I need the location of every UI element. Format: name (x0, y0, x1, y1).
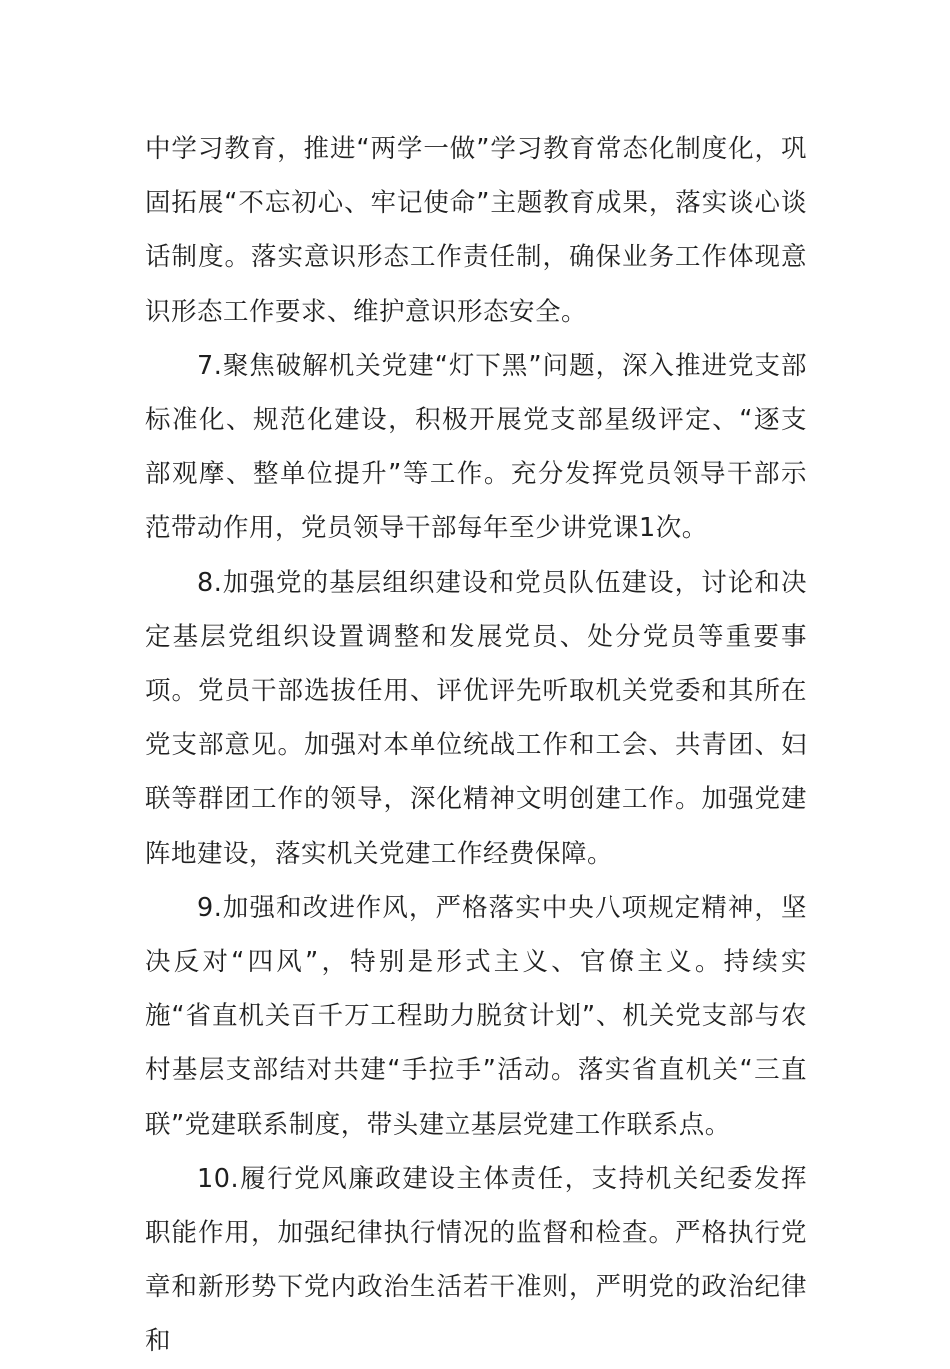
paragraph-item-8: 8.加强党的基层组织建设和党员队伍建设，讨论和决定基层党组织设置调整和发展党员、处分党员等重要事项。党员干部选拔任用、评优评先听取机关党委和其所在党支部意见。加强对本单位统战工作和工会、共青团、妇联等群团工作的领导，深化精神文明创建工作。加强党建阵地建设，落实机关党建工作经费保障。 (145, 567, 807, 869)
paragraph-continued: 中学习教育，推进“两学一做”学习教育常态化制度化，巩固拓展“不忘初心、牢记使命”主题教育成果，落实谈心谈话制度。落实意识形态工作责任制，确保业务工作体现意识形态工作要求、维护意识形态安全。 (145, 134, 807, 327)
paragraph-item-10: 10.履行党风廉政建设主体责任，支持机关纪委发挥职能作用，加强纪律执行情况的监督和检查。严格执行党章和新形势下党内政治生活若干准则，严明党的政治纪律和 (145, 1163, 807, 1357)
document-body (145, 122, 807, 1369)
paragraph-item-7: 7.聚焦破解机关党建“灯下黑”问题，深入推进党支部标准化、规范化建设，积极开展党支部星级评定、“逐支部观摩、整单位提升”等工作。充分发挥党员领导干部示范带动作用，党员领导干部每年至少讲党课1次。 (145, 350, 807, 544)
paragraph-item-9: 9.加强和改进作风，严格落实中央八项规定精神，坚决反对“四风”，特别是形式主义、官僚主义。持续实施“省直机关百千万工程助力脱贫计划”、机关党支部与农村基层支部结对共建“手拉手”活动。落实省直机关“三直联”党建联系制度，带头建立基层党建工作联系点。 (145, 892, 807, 1140)
